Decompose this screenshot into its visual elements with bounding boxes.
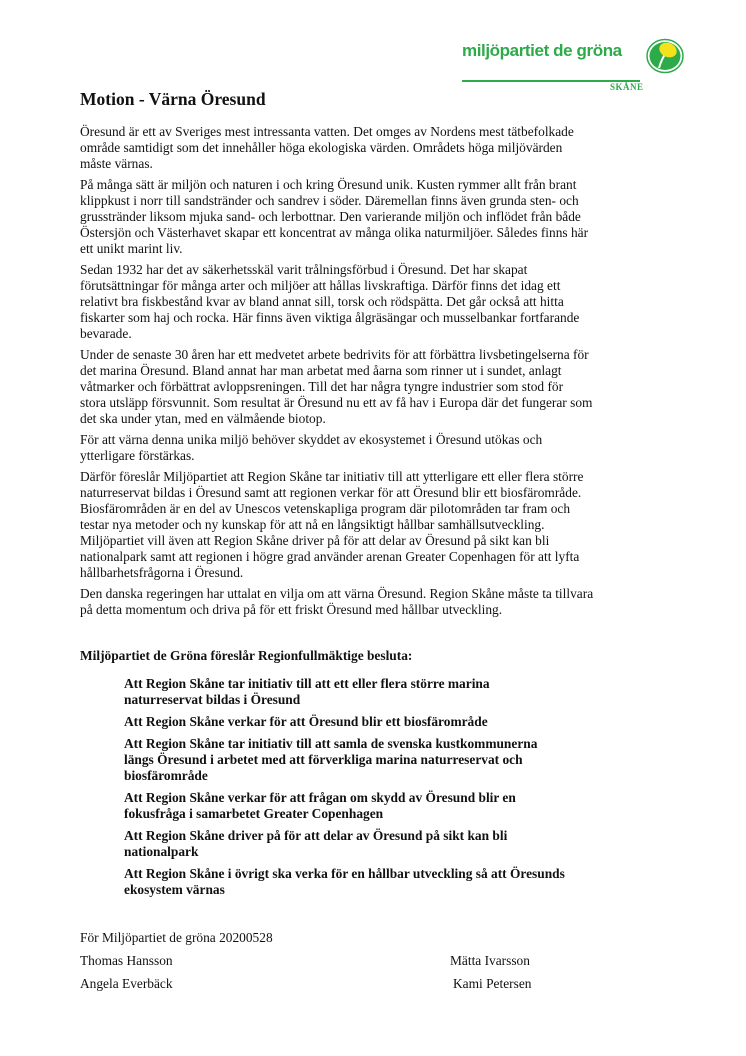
text-line: ett unikt marint liv. — [80, 241, 183, 256]
signatory: Mätta Ivarsson — [450, 953, 530, 968]
text-line: klippkust i norr till sandstränder och sandrev i söder. Däremellan finns även grunda sten- och — [80, 193, 579, 208]
text-line: Att Region Skåne tar initiativ till att ett eller flera större marina — [124, 676, 490, 691]
text-line: område samtidigt som det innehåller höga ekologiska värden. Områdets höga miljövärden — [80, 140, 563, 155]
paragraph — [80, 586, 700, 618]
text-line: På många sätt är miljön och naturen i och kring Öresund unik. Kusten rymmer allt från brant — [80, 177, 577, 192]
text-line: det ska under ytan, med en välmående biotop. — [80, 411, 326, 426]
text-line: fiskarter som haj och rocka. Här finns även viktiga ålgräsängar och musselbankar fortfarande — [80, 310, 580, 325]
party-logo — [462, 38, 687, 94]
text-line: ytterligare förstärkas. — [80, 448, 195, 463]
text-line: Att Region Skåne i övrigt ska verka för en hållbar utveckling så att Öresunds — [124, 866, 565, 881]
text-line: stora utsläpp försvunnit. Som resultat är Öresund nu ett av få hav i Europa där det fungerar som — [80, 395, 593, 410]
signatory: Kami Petersen — [453, 976, 532, 991]
text-line: För att värna denna unika miljö behöver skyddet av ekosystemet i Öresund utökas och — [80, 432, 543, 447]
text-line: Miljöpartiet vill även att Region Skåne driver på för att delar av Öresund på sikt kan bli — [80, 533, 550, 548]
paragraph — [80, 347, 700, 427]
dandelion-emblem-icon — [646, 38, 684, 74]
decision-item — [124, 790, 565, 822]
text-line: hållbarhetsfrågorna i Öresund. — [80, 565, 244, 580]
text-line: Därför föreslår Miljöpartiet att Region Skåne tar initiativ till att ytterligare ett eller flera större — [80, 469, 584, 484]
text-line: nationalpark — [124, 844, 199, 859]
text-line: biosfärområde — [124, 768, 208, 783]
text-line: naturreservat bildas i Öresund samt att regionen verkar för att Öresund blir ett biosfärområde. — [80, 485, 582, 500]
text-line: på detta momentum och driva på för ett friskt Öresund med hållbar utveckling. — [80, 602, 503, 617]
text-line: våtmarker och förbättrat avloppsreningen. Till det har några tyngre industrier som stod för — [80, 379, 564, 394]
text-line: relativt bra fiskbestånd kvar av bland annat sill, torsk och rödspätta. Det går också att hitta — [80, 294, 564, 309]
decision-item — [124, 828, 565, 860]
signatory: Thomas Hansson — [80, 953, 173, 968]
paragraph — [80, 262, 700, 342]
text-line: Att Region Skåne tar initiativ till att samla de svenska kustkommunerna — [124, 736, 538, 751]
text-line: Att Region Skåne driver på för att delar av Öresund på sikt kan bli — [124, 828, 508, 843]
text-line: Biosfärområden är en del av Unescos vetenskapliga program där pilotområden tar fram och — [80, 501, 571, 516]
text-line: förutsättningar för många arter och miljöer att hållas livskraftiga. Därför finns det idag ett — [80, 278, 561, 293]
text-line: Att Region Skåne verkar för att frågan om skydd av Öresund blir en — [124, 790, 516, 805]
decision-item — [124, 866, 565, 898]
text-line: ekosystem värnas — [124, 882, 225, 897]
text-line: det marina Öresund. Bland annat har man arbetat med åarna som rinner ut i sundet, anlagt — [80, 363, 562, 378]
logo-text: miljöpartiet de gröna — [462, 41, 622, 60]
text-line: Öresund är ett av Sveriges mest intressanta vatten. Det omges av Nordens mest tätbefolkade — [80, 124, 574, 139]
text-line: fokusfråga i samarbetet Greater Copenhagen — [124, 806, 384, 821]
logo-region: SKÅNE — [610, 82, 644, 92]
text-line: Sedan 1932 har det av säkerhetsskäl varit trålningsförbud i Öresund. Det har skapat — [80, 262, 528, 277]
footer-line: För Miljöpartiet de gröna 20200528 — [80, 930, 273, 945]
text-line: testar nya metoder och ny kunskap för att nå en långsiktigt hållbar samhällsutveckling. — [80, 517, 545, 532]
decision-item — [124, 714, 565, 730]
text-line: bevarade. — [80, 326, 132, 341]
paragraph — [80, 469, 700, 581]
paragraph — [80, 124, 700, 172]
text-line: Att Region Skåne verkar för att Öresund blir ett biosfärområde — [124, 714, 488, 729]
decision-list — [124, 676, 565, 904]
decision-item — [124, 736, 565, 784]
decision-item — [124, 676, 565, 708]
paragraph — [80, 177, 700, 257]
signatory: Angela Everbäck — [80, 976, 173, 991]
text-line: längs Öresund i arbetet med att förverkliga marina naturreservat och — [124, 752, 523, 767]
paragraph — [80, 432, 700, 464]
motion-body — [80, 124, 700, 623]
text-line: Östersjön och Västerhavet skapar ett koncentrat av många olika naturmiljöer. Således finns här — [80, 225, 589, 240]
text-line: Den danska regeringen har uttalat en vilja om att värna Öresund. Region Skåne måste ta tillvara — [80, 586, 594, 601]
page-title: Motion - Värna Öresund — [80, 89, 266, 109]
text-line: måste värnas. — [80, 156, 153, 171]
text-line: naturreservat bildas i Öresund — [124, 692, 301, 707]
text-line: grusstränder liksom mjuka sand- och lerbottnar. Den varierande miljön och inflödet från både — [80, 209, 581, 224]
text-line: nationalpark samt att regionen i högre grad använder arenan Greater Copenhagen för att lyfta — [80, 549, 580, 564]
text-line: Under de senaste 30 åren har ett medvetet arbete bedrivits för att förbättra livsbetingelserna för — [80, 347, 589, 362]
decision-heading: Miljöpartiet de Gröna föreslår Regionfullmäktige besluta: — [80, 648, 413, 663]
